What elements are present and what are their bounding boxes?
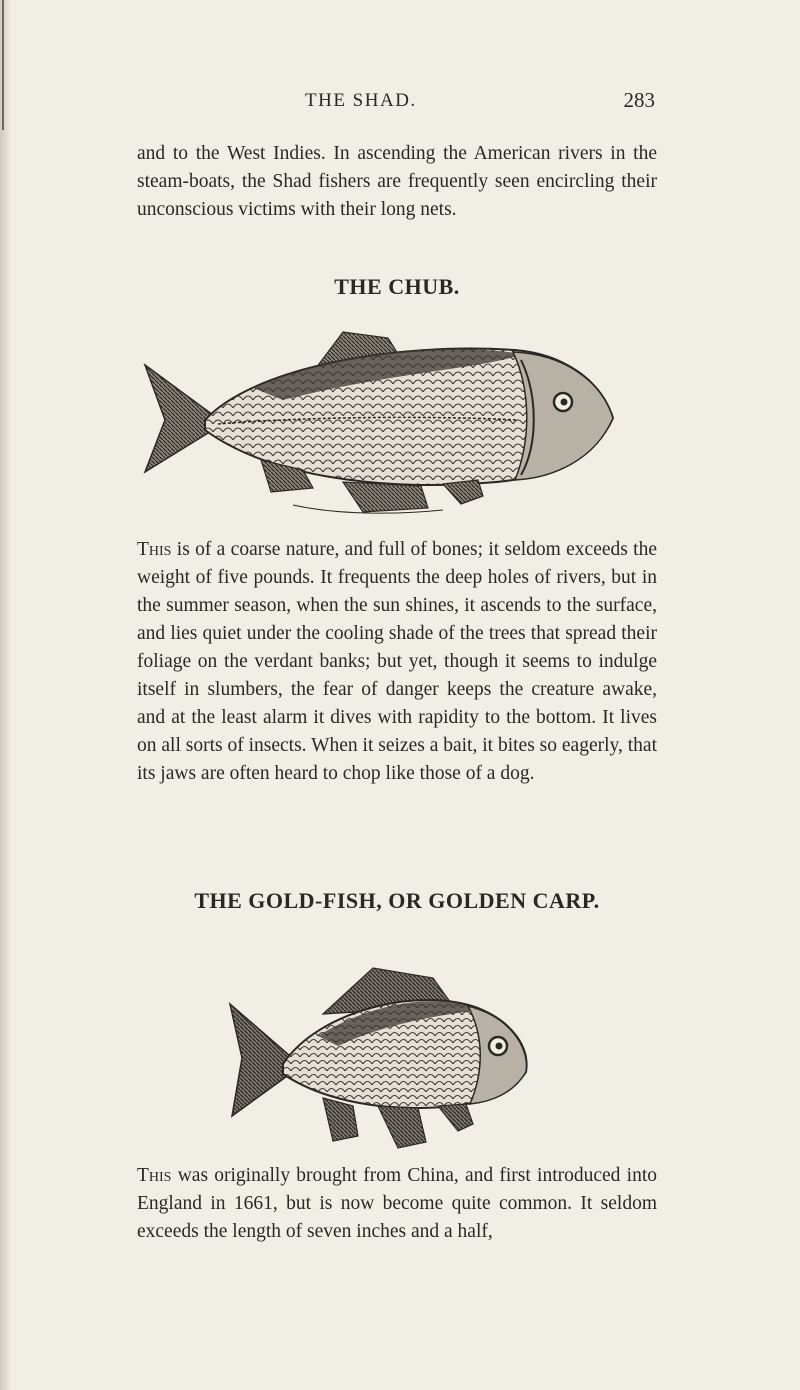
goldfish-paragraph	[137, 1162, 657, 1246]
binding-edge	[2, 0, 4, 130]
chub-paragraph	[137, 536, 657, 788]
chub-engraving	[143, 320, 623, 520]
shad-paragraph-end: and to the West Indies. In ascending the American rivers in the steam-boats, the Shad fishers are frequently seen encircling their unconscious victims with their long nets.	[137, 143, 657, 220]
goldfish-engraving	[228, 966, 538, 1151]
goldfish-first-word: This	[137, 1165, 172, 1186]
chub-heading: THE CHUB.	[334, 274, 460, 299]
page-number: 283	[623, 88, 655, 112]
page-header	[140, 90, 655, 118]
page-gutter-shadow	[0, 0, 10, 1390]
chub-first-word: This	[137, 539, 172, 560]
running-head: THE SHAD.	[305, 90, 417, 111]
goldfish-heading: THE GOLD-FISH, OR GOLDEN CARP.	[194, 888, 600, 913]
chub-text: is of a coarse nature, and full of bones; it seldom exceeds the weight of five pounds. It frequents the deep holes of rivers, but in the summer season, when the sun shines, it ascends to the surface, and lies quiet under the cooling shade of the trees that spread their foliage on the verdant banks; but yet, though it seems to indulge itself in slumbers, the fear of danger keeps the creature awake, and at the least alarm it dives with rapidity to the bottom. It lives on all sorts of insects. When it seizes a bait, it bites so eagerly, that its jaws are often heard to chop like those of a dog.	[137, 539, 657, 784]
goldfish-text: was originally brought from China, and first introduced into England in 1661, but is now become quite common. It seldom exceeds the length of seven inches and a half,	[137, 1165, 657, 1242]
